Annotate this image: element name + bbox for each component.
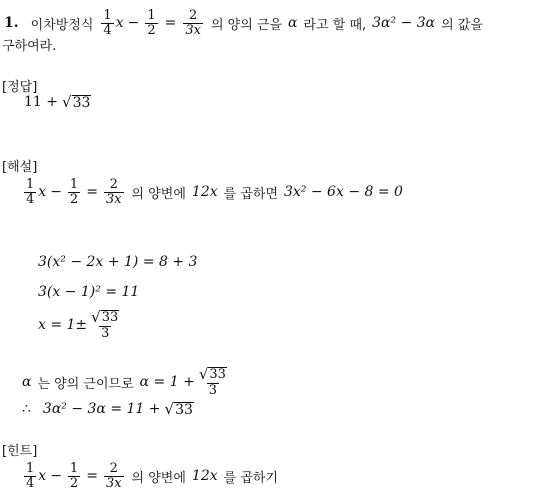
solution-text: 의 양변에 (131, 186, 186, 202)
solution-step-2: 3(x − 1)² = 11 (38, 284, 140, 300)
conclusion-eq-2: 3α² − 3α = 11 + (42, 401, 161, 417)
operator: = (86, 468, 98, 484)
operator: = (164, 15, 177, 31)
fraction: $\frac{2}{3x}$ (105, 460, 122, 491)
problem-line-2: 구하여라. (2, 39, 57, 54)
variable: x (115, 15, 124, 31)
answer-text: 11 + (24, 94, 58, 110)
answer-value (24, 94, 91, 110)
operator: − (127, 15, 140, 31)
conclusion-eq: α = 1 + (139, 374, 195, 390)
solution-step-1: 3(x² − 2x + 1) = 8 + 3 (38, 254, 198, 270)
solution-line-1 (22, 175, 403, 209)
fraction: √ 33 3 (198, 364, 226, 398)
fraction: $\frac{2}{3x}$ (185, 7, 201, 38)
problem-text-before: 이차방정식 (30, 17, 94, 33)
solution-step-3 (38, 305, 123, 345)
fraction: $\frac{1}{4}$ (26, 176, 35, 207)
conclusion-text: 는 양의 근이므로 (37, 376, 134, 392)
fraction: $\frac{2}{3x}$ (105, 176, 122, 207)
multiplier: 12x (191, 468, 218, 484)
fraction: $\frac{1}{4}$ (26, 460, 35, 491)
fraction: √ 33 3 (91, 307, 119, 341)
alpha: α (288, 15, 298, 31)
problem-text-mid2: 라고 할 때, (303, 17, 367, 33)
sqrt: √ 33 (164, 399, 193, 418)
alpha: α (22, 374, 32, 390)
sqrt: √ 33 (62, 92, 91, 111)
problem-line (4, 7, 483, 39)
solution-text: 를 곱하면 (223, 186, 279, 202)
operator: − (50, 184, 62, 200)
multiplier: 12x (191, 184, 218, 200)
answer-label: [정답] (2, 80, 38, 95)
variable: x (38, 468, 47, 484)
problem-text-mid: 의 양의 근을 (210, 17, 283, 33)
therefore-icon: ∴ (22, 401, 31, 417)
problem-number: 1. (4, 15, 19, 31)
conclusion-line-2 (22, 401, 194, 417)
fraction: $\frac{1}{2}$ (69, 176, 79, 207)
variable: x (38, 184, 47, 200)
solution-label: [해설] (2, 160, 38, 175)
hint-text: 를 곱하기 (223, 470, 279, 486)
problem-expression: 3α² − 3α (372, 15, 436, 31)
fraction: $\frac{1}{4}$ (103, 7, 112, 38)
operator: − (50, 468, 62, 484)
operator: = (86, 184, 98, 200)
quadratic-result: 3x² − 6x − 8 = 0 (284, 184, 403, 200)
hint-text: 의 양변에 (131, 470, 186, 486)
hint-label: [힌트] (2, 444, 38, 459)
problem-text-end: 의 값을 (441, 17, 483, 33)
conclusion-line-1 (22, 362, 231, 402)
fraction: $\frac{1}{2}$ (69, 460, 79, 491)
hint-line (22, 459, 278, 493)
step3-lhs: x = 1± (38, 317, 88, 333)
fraction: $\frac{1}{2}$ (147, 7, 156, 38)
